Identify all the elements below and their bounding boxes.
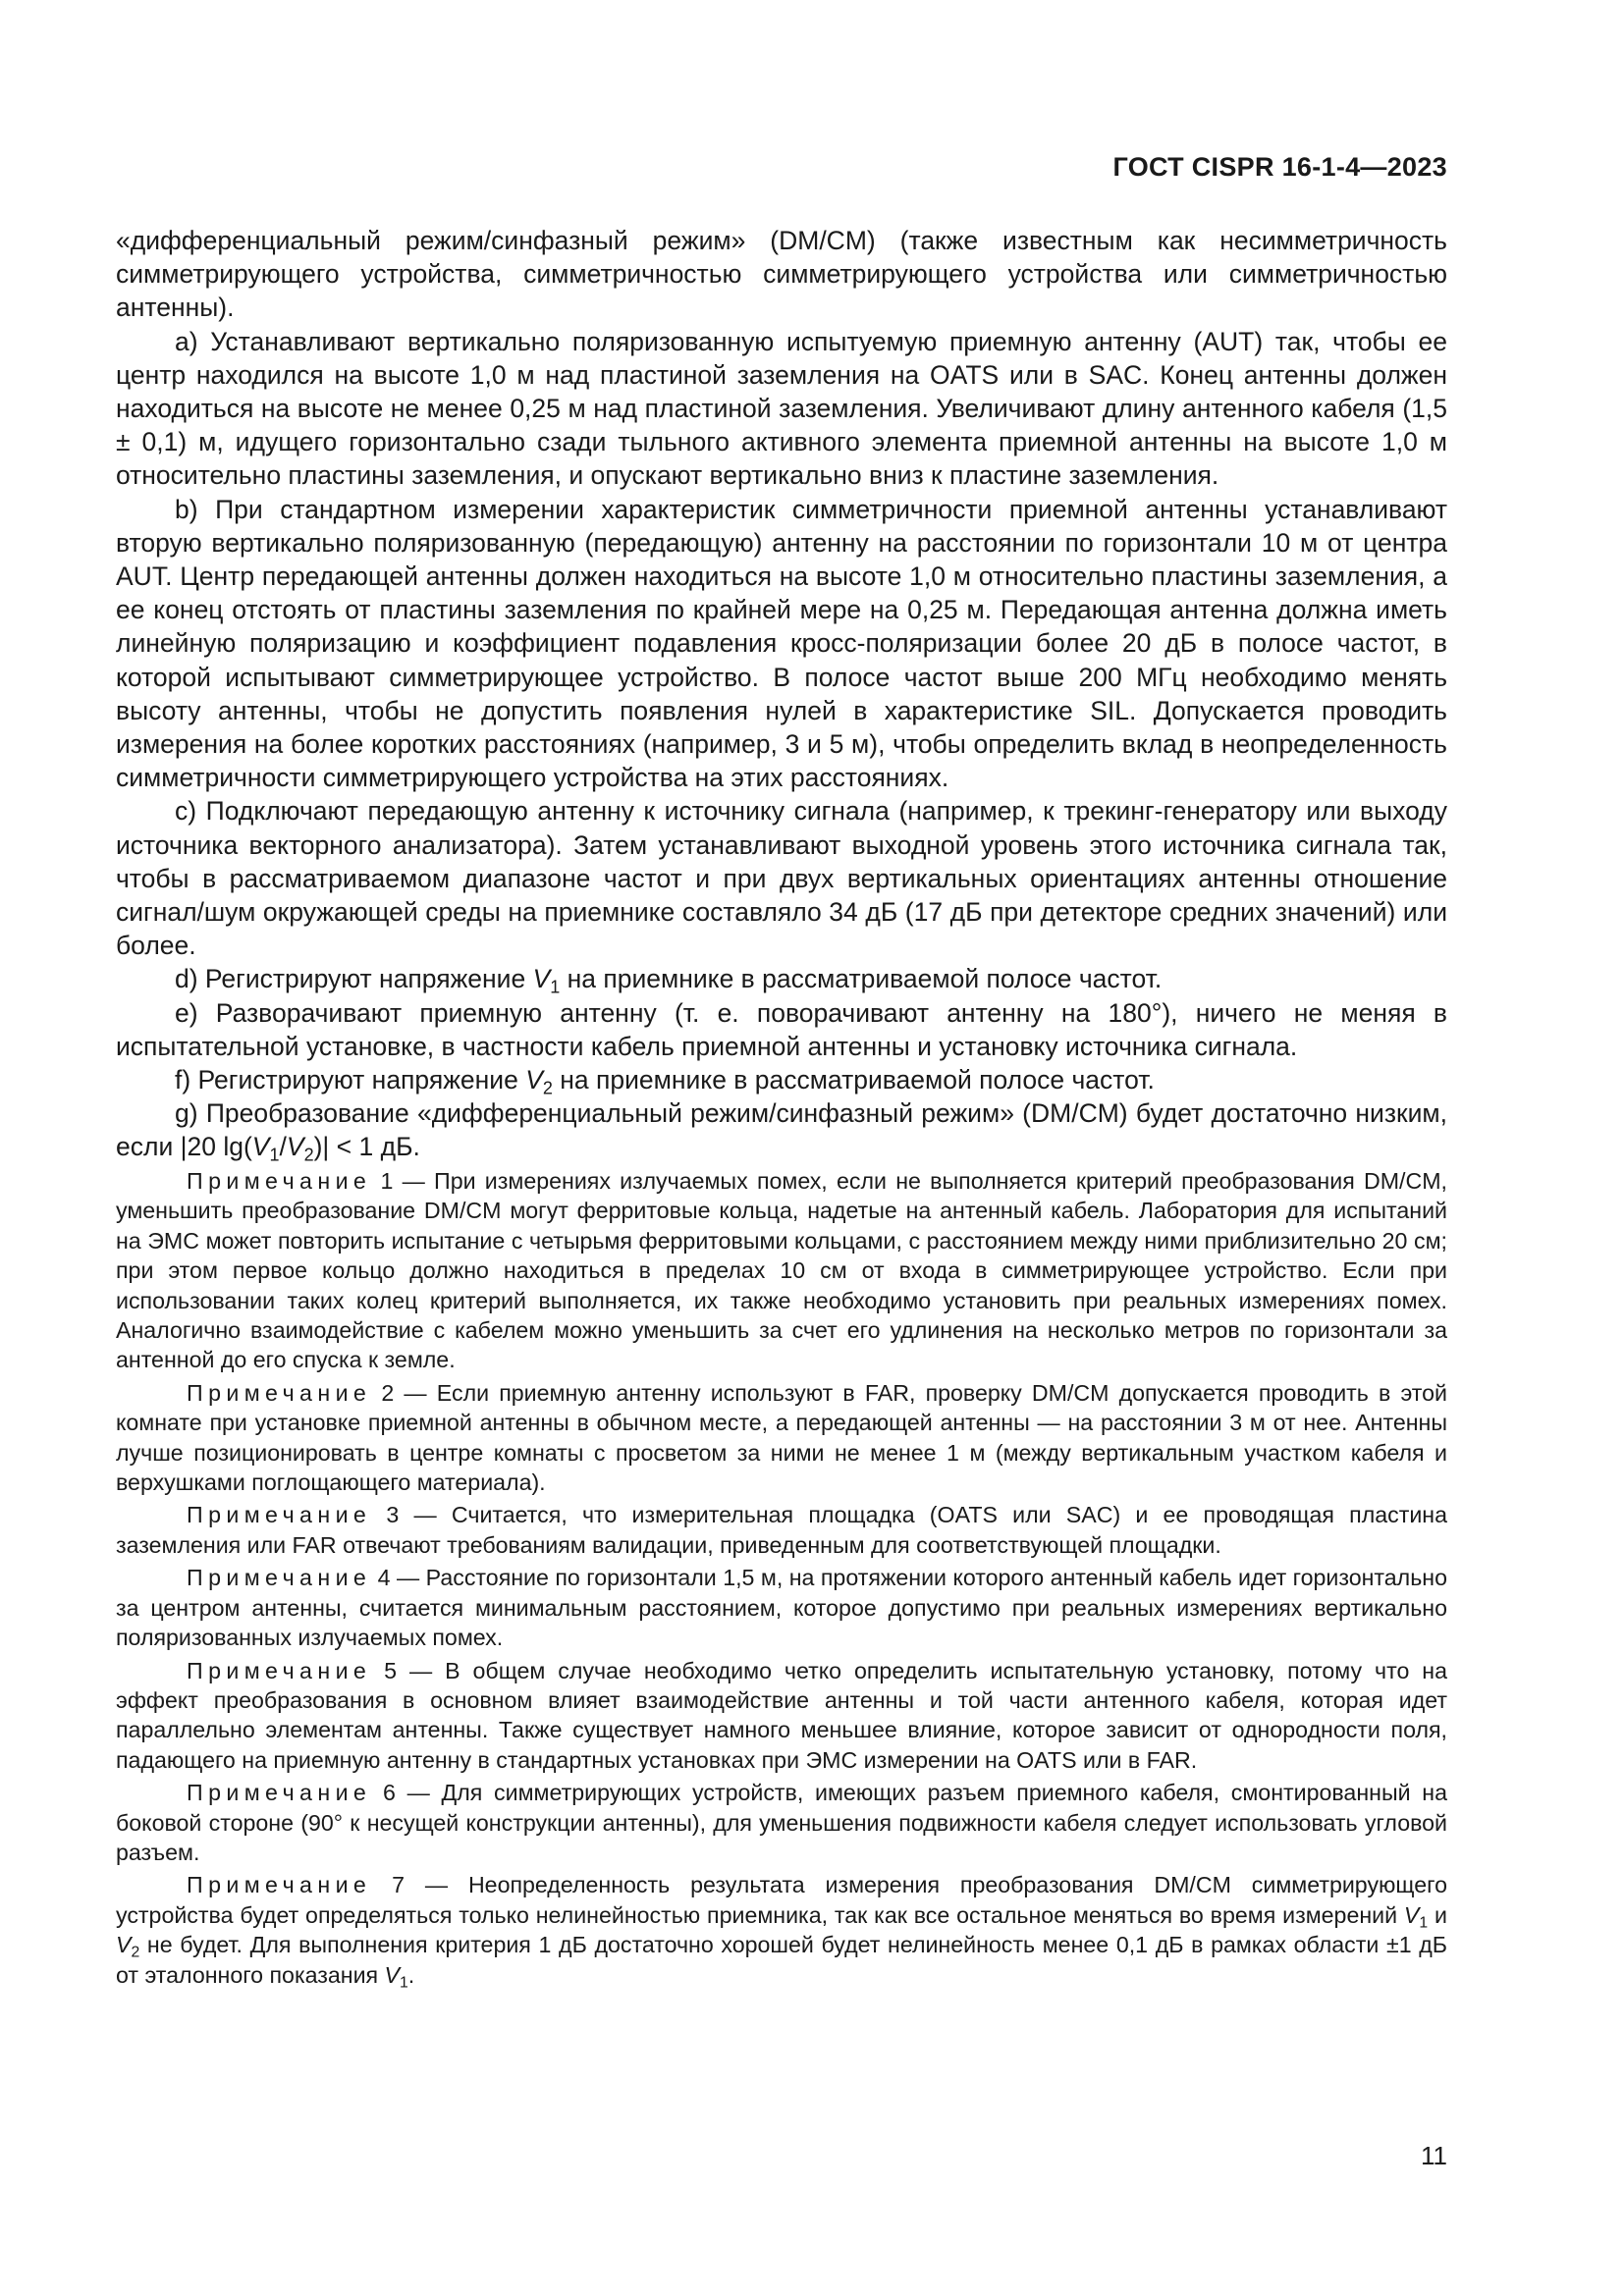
note-7: Примечание 7 — Неопределенность результата измерения преобразования DM/CM симметрирующего устройства будет определяться только нелинейностью приемника, так как все остальное меняться во время измерений $V_1$ и $V_2$ не будет. Для выполнения критерия 1 дБ достаточно хорошей будет нелинейность менее 0,1 дБ в рамках области ±1 дБ от эталонного показания $V_1$. — [116, 1872, 1447, 1992]
paragraph-d: d) Регистрируют напряжение $V_1$ на приемнике в рассматриваемой полосе частот. — [175, 964, 1163, 997]
paragraph-c: c) Подключают передающую антенну к источнику сигнала (например, к трекинг-генератору или выходу источника векторного анализатора). Затем устанавливают выходной уровень этого источника сигнала так, чтобы в рассматриваемом диапазоне частот и при двух вертикальных ориентациях антенны отношение сигнал/шум окружающей среды на приемнике составляло 34 дБ (17 дБ при детекторе средних значений) или более. — [116, 796, 1447, 961]
note-label: Примечание — [187, 1657, 372, 1683]
note-5: Примечание 5 — В общем случае необходимо четко определить испытательную установку, потому что на эффект преобразования в основном влияет взаимодействие антенны и той части антенного кабеля, которая идет параллельно элементам антенны. Также существует намного меньшее влияние, которое зависит от однородности поля, падающего на приемную антенну в стандартных установках при ЭМС измерении на OATS или в FAR. — [116, 1657, 1447, 1773]
note-label: Примечание — [187, 1565, 372, 1591]
paragraph-e: e) Разворачивают приемную антенну (т. е. поворачивают антенну на 180°), ничего не меняя в испытательной установке, в частности кабель приемной антенны и установку источника сигнала. — [116, 997, 1447, 1061]
page-number: 11 — [1421, 2141, 1447, 2170]
paragraph-g: g) Преобразование «дифференциальный режим/синфазный режим» (DM/CM) будет достаточно низким, если |20 $\lg(V_1/V_2)| < 1$ дБ. — [116, 1098, 1447, 1165]
notes-block — [116, 1166, 1447, 1993]
body-text — [116, 224, 1447, 1164]
note-label: Примечание — [187, 1168, 372, 1194]
document-header: ГОСТ CISPR 16-1-4—2023 — [1112, 152, 1447, 182]
paragraph-a: a) Устанавливают вертикально поляризованную испытуемую приемную антенну (AUT) так, чтобы ее центр находился на высоте 1,0 м над пластиной заземления на OATS или в SAC. Конец антенны должен находиться на высоте не менее 0,25 м над пластиной заземления. Увеличивают длину антенного кабеля (1,5 ± 0,1) м, идущего горизонтально сзади тыльного активного элемента приемной антенны на высоте 1,0 м относительно пластины заземления, и опускают вертикально вниз к пластине заземления. — [116, 326, 1447, 491]
paragraph-f: f) Регистрируют напряжение $V_2$ на приемнике в рассматриваемой полосе частот. — [175, 1065, 1155, 1098]
paragraph-b: b) При стандартном измерении характеристик симметричности приемной антенны устанавливают вторую вертикально поляризованную (передающую) антенну на расстоянии по горизонтали 10 м от центра AUT. Центр передающей антенны должен находиться на высоте 1,0 м относительно пластины заземления, а ее конец отстоять от пластины заземления по крайней мере на 0,25 м. Передающая антенна должна иметь линейную поляризацию и коэффициент подавления кросс-поляризации более 20 дБ в полосе частот, в которой испытывают симметрирующее устройство. В полосе частот выше 200 МГц необходимо менять высоту антенны, чтобы не допустить появления нулей в характеристике SIL. Допускается проводить измерения на более коротких расстояниях (например, 3 и 5 м), чтобы определить вклад в неопределенность симметричности симметрирующего устройства на этих расстояниях. — [116, 494, 1447, 793]
note-label: Примечание — [187, 1502, 372, 1528]
note-label: Примечание — [187, 1379, 372, 1406]
note-2: Примечание 2 — Если приемную антенну используют в FAR, проверку DM/CM допускается проводить в этой комнате при установке приемной антенны в обычном месте, а передающей антенны — на расстоянии 3 м от нее. Антенны лучше позиционировать в центре комнаты с просветом за ними не менее 1 м (между вертикальным участком кабеля и верхушками поглощающего материала). — [116, 1379, 1447, 1496]
note-label: Примечание — [187, 1872, 372, 1898]
note-3: Примечание 3 — Считается, что измерительная площадка (OATS или SAC) и ее проводящая пластина заземления или FAR отвечают требованиям валидации, приведенным для соответствующей площадки. — [116, 1502, 1447, 1558]
note-6: Примечание 6 — Для симметрирующих устройств, имеющих разъем приемного кабеля, смонтированный на боковой стороне (90° к несущей конструкции антенны), для уменьшения подвижности кабеля следует использовать угловой разъем. — [116, 1780, 1447, 1865]
note-1: Примечание 1 — При измерениях излучаемых помех, если не выполняется критерий преобразования DM/CM, уменьшить преобразование DM/CM могут ферритовые кольца, надетые на антенный кабель. Лаборатория для испытаний на ЭМС может повторить испытание с четырьмя ферритовыми кольцами, с расстоянием между ними приблизительно 20 см; при этом первое кольцо должно находиться в пределах 10 см от входа в симметрирующее устройство. Если при использовании таких колец критерий выполняется, их также необходимо установить при реальных измерениях помех. Аналогично взаимодействие с кабелем можно уменьшить за счет его удлинения на несколько метров по горизонтали за антенной до его спуска к земле. — [116, 1168, 1447, 1373]
paragraph-intro: «дифференциальный режим/синфазный режим» (DM/CM) (также известным как несимметричность симметрирующего устройства, симметричностью симметрирующего устройства или симметричностью антенны). — [116, 226, 1447, 323]
note-4: Примечание 4 — Расстояние по горизонтали 1,5 м, на протяжении которого антенный кабель идет горизонтально за центром антенны, считается минимальным расстоянием, которое допустимо при реальных измерениях вертикально поляризованных излучаемых помех. — [116, 1565, 1447, 1651]
note-label: Примечание — [187, 1780, 372, 1806]
